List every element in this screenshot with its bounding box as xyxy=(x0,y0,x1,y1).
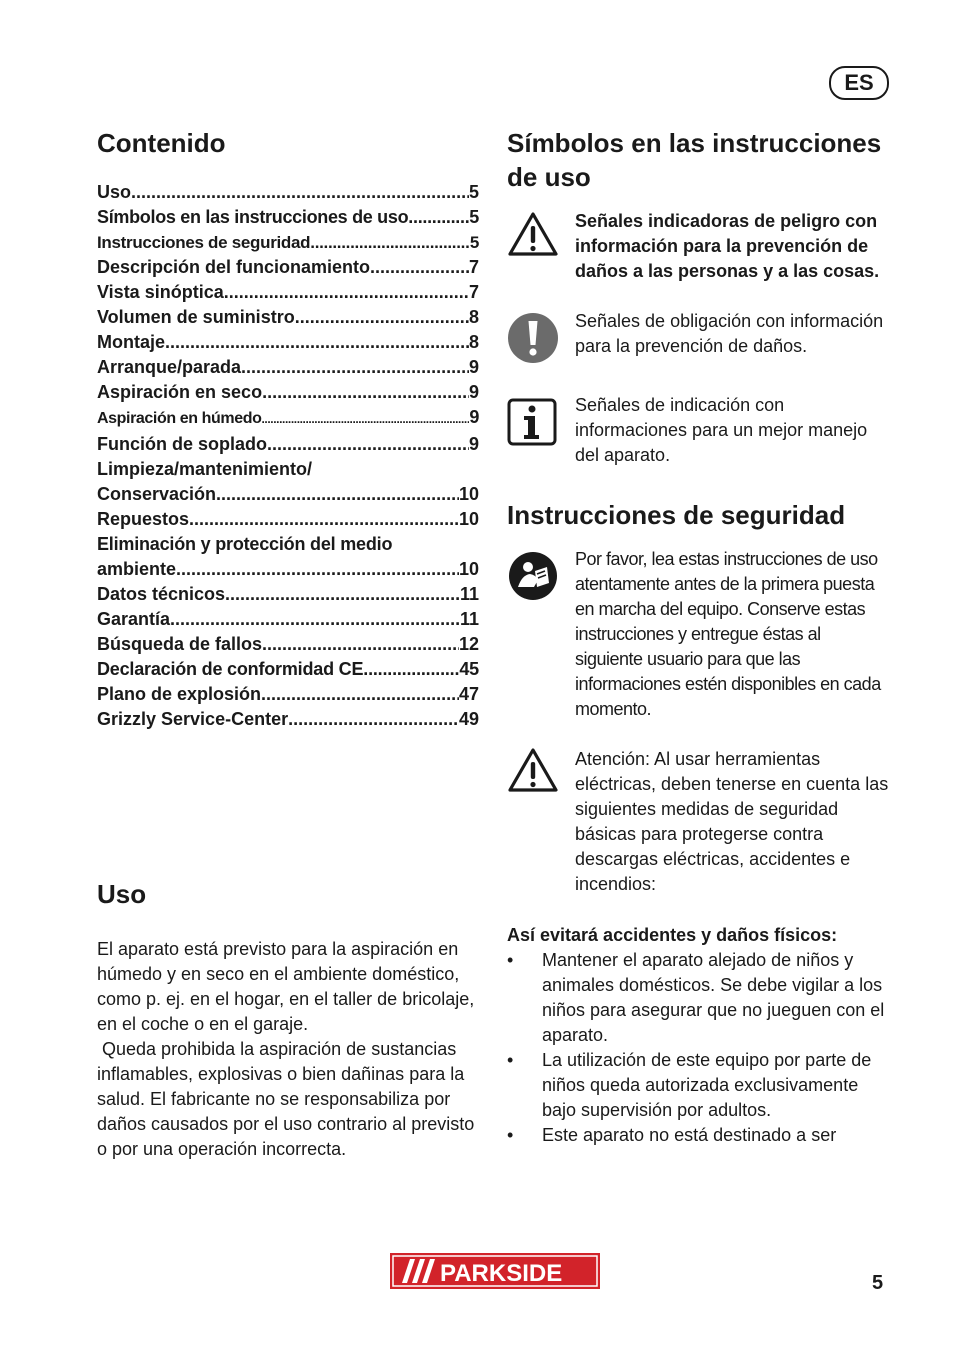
toc-item[interactable]: Volumen de suministro ..... 8 xyxy=(97,305,479,330)
toc-item[interactable]: Instrucciones de seguridad ..... 5 xyxy=(97,230,479,255)
symbol-text: Señales indicadoras de peligro con información para la prevención de daños a las personas y a las cosas. xyxy=(575,211,880,281)
toc-item[interactable]: Aspiración en seco ..... 9 xyxy=(97,380,479,405)
toc-item[interactable]: ambiente ..... 10 xyxy=(97,557,479,582)
table-of-contents xyxy=(97,180,479,732)
symbol-text: Señales de obligación con información para la prevención de daños. xyxy=(575,311,884,356)
toc-item-line[interactable]: Eliminación y protección del medio xyxy=(97,534,393,554)
symbol-row-information xyxy=(507,393,892,468)
information-icon xyxy=(507,393,559,468)
list-item: • Mantener el aparato alejado de niños y animales domésticos. Se debe vigilar a los niños para asegurar que no jueguen con el aparato. xyxy=(507,950,885,1045)
right-column xyxy=(507,126,892,1148)
toc-item[interactable]: Función de soplado ..... 9 xyxy=(97,432,479,457)
toc-item[interactable]: Símbolos en las instrucciones de uso ..... 5 xyxy=(97,205,479,230)
toc-item[interactable]: Vista sinóptica ..... 7 xyxy=(97,280,479,305)
safety-attention-text: Atención: Al usar herramientas eléctricas, deben tenerse en cuenta las siguientes medidas de seguridad básicas para protegerse contra descargas eléctricas, accidentes e incendios: xyxy=(575,749,889,894)
language-badge: ES xyxy=(829,66,889,100)
list-item: • La utilización de este equipo por parte de niños queda autorizada exclusivamente bajo supervisión por adultos. xyxy=(507,1050,872,1120)
safety-read-manual-row xyxy=(507,547,892,722)
safety-title: Instrucciones de seguridad xyxy=(507,500,846,530)
toc-item[interactable]: Plano de explosión ..... 47 xyxy=(97,682,479,707)
toc-item[interactable]: Datos técnicos ..... 11 xyxy=(97,582,479,607)
safety-subheading: Así evitará accidentes y daños físicos: xyxy=(507,925,838,945)
uso-paragraph: El aparato está previsto para la aspiración en húmedo y en seco en el ambiente doméstico, como p. ej. en el hogar, en el taller de bricolaje, en el coche o en el garaje. xyxy=(97,939,475,1034)
toc-item[interactable]: Repuestos ..... 10 xyxy=(97,507,479,532)
uso-section xyxy=(97,877,479,1162)
toc-title: Contenido xyxy=(97,128,226,158)
uso-body xyxy=(97,937,479,1162)
toc-item[interactable]: Grizzly Service-Center ..... 49 xyxy=(97,707,479,732)
symbol-text: Señales de indicación con informaciones para un mejor manejo del aparato. xyxy=(575,395,868,465)
toc-item[interactable]: Aspiración en húmedo ..... 9 xyxy=(97,405,479,432)
mandatory-exclamation-icon xyxy=(507,309,559,368)
toc-item[interactable]: Conservación ..... 10 xyxy=(97,482,479,507)
page-number: 5 xyxy=(872,1272,884,1294)
toc-item[interactable]: Arranque/parada ..... 9 xyxy=(97,355,479,380)
warning-triangle-icon xyxy=(507,209,559,284)
toc-item[interactable]: Garantía ..... 11 xyxy=(97,607,479,632)
read-manual-icon xyxy=(507,547,559,722)
toc-item-line[interactable]: Limpieza/mantenimiento/ xyxy=(97,459,313,479)
symbol-row-mandatory xyxy=(507,309,892,368)
toc-item[interactable]: Descripción del funcionamiento ..... 7 xyxy=(97,255,479,280)
brand-text: PARKSIDE xyxy=(440,1260,563,1287)
symbols-title: Símbolos en las instrucciones de uso xyxy=(507,128,882,192)
uso-paragraph: Queda prohibida la aspiración de sustancias inflamables, explosivas o bien dañinas para la salud. El fabricante no se responsabiliza por daños causados por el uso contrario al previsto o por una operación incorrecta. xyxy=(97,1039,480,1159)
safety-read-manual-text: Por favor, lea estas instrucciones de uso atentamente antes de la primera puesta en marcha del equipo. Conserve estas instrucciones y entregue éstas al siguiente usuario para que las informaciones estén disponibles en cada momento. xyxy=(575,549,881,719)
warning-triangle-icon xyxy=(507,747,559,897)
toc-item[interactable]: Uso ..... 5 xyxy=(97,180,479,205)
parkside-logo xyxy=(390,1253,600,1289)
toc-item[interactable]: Declaración de conformidad CE ..... 45 xyxy=(97,657,479,682)
left-column xyxy=(97,126,479,732)
safety-attention-row xyxy=(507,747,892,897)
safety-bullet-list xyxy=(507,948,892,1148)
toc-item[interactable]: Búsqueda de fallos ..... 12 xyxy=(97,632,479,657)
uso-title: Uso xyxy=(97,879,147,909)
symbol-row-warning xyxy=(507,209,892,284)
list-item: • Este aparato no está destinado a ser xyxy=(507,1125,837,1145)
toc-item[interactable]: Montaje ..... 8 xyxy=(97,330,479,355)
